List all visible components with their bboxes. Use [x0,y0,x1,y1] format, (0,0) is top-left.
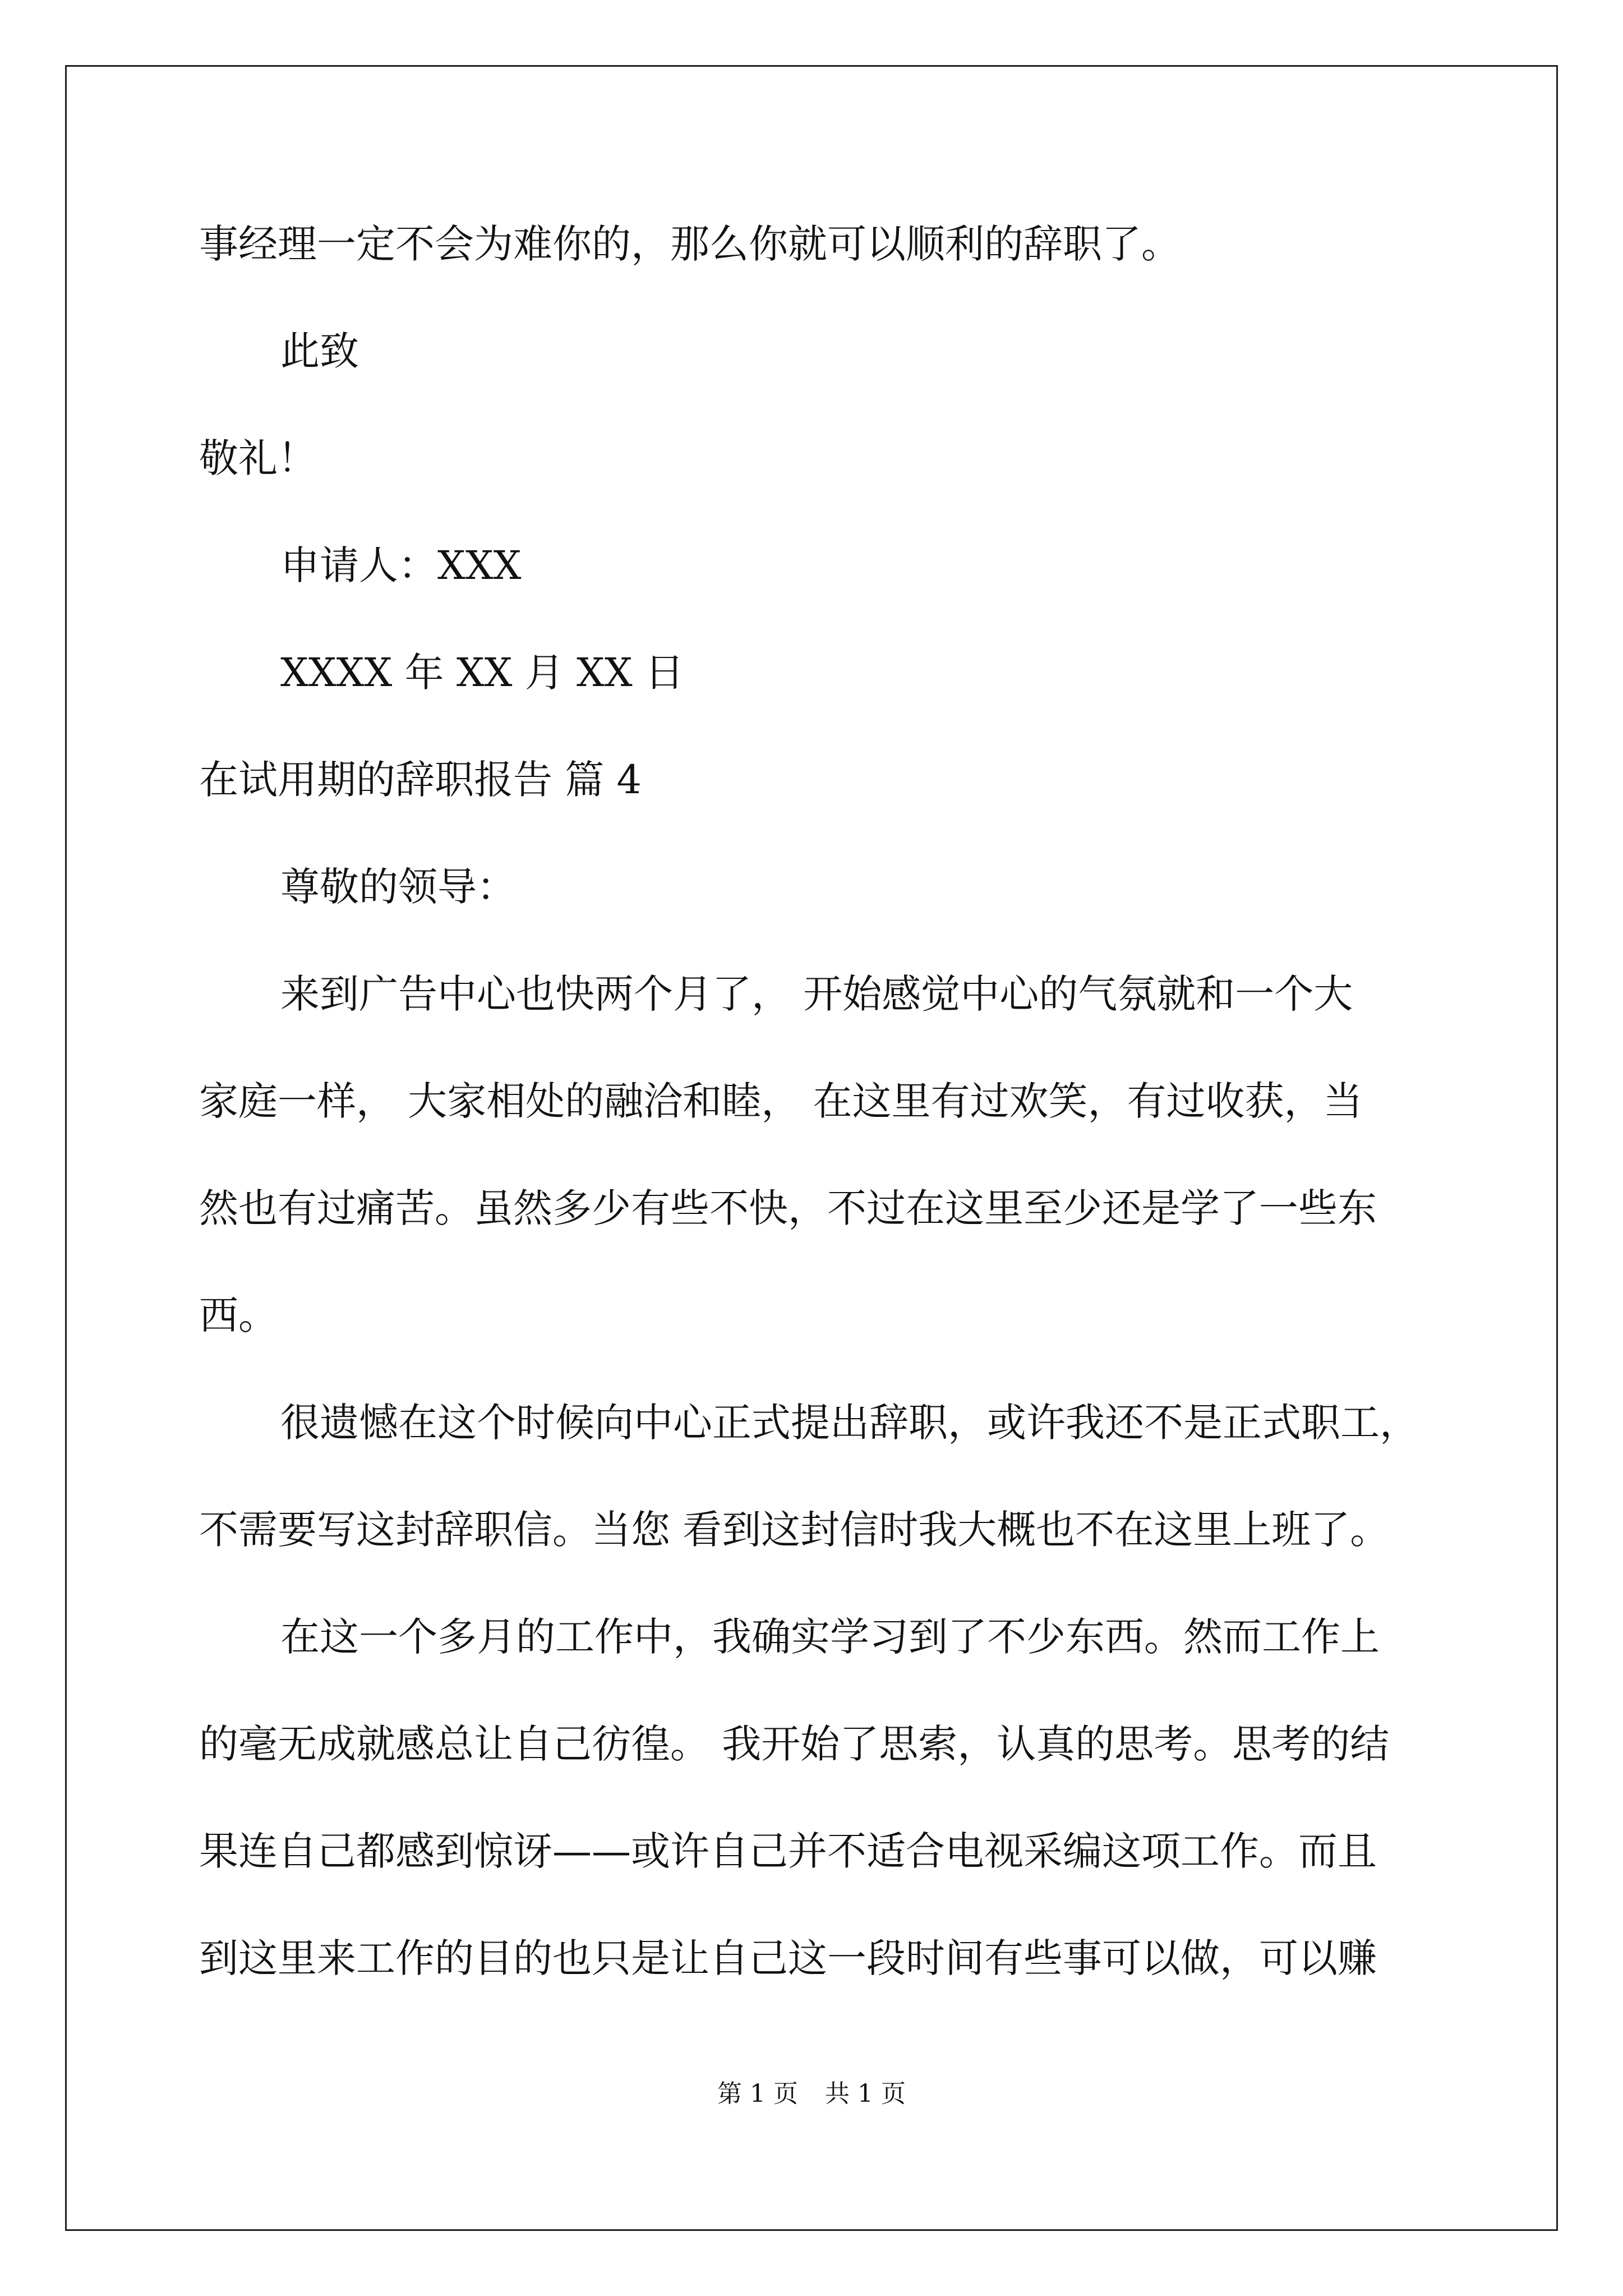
page-footer [0,2078,1623,2110]
paragraph-line: 家庭一样， 大家相处的融洽和睦， 在这里有过欢笑，有过收获，当 [199,1078,1363,1124]
date-line: XXXX 年 XX 月 XX 日 [280,650,684,696]
letter-salutation: 尊敬的领导： [280,864,516,910]
closing-respect: 敬礼！ [199,435,317,481]
paragraph-line: 很遗憾在这个时候向中心正式提出辞职，或许我还不是正式职工， [280,1400,1419,1446]
page-number: 第 1 页 [717,2079,798,2108]
paragraph-line: 西。 [199,1292,278,1338]
paragraph-line: 不需要写这封辞职信。当您 看到这封信时我大概也不在这里上班了。 [199,1507,1390,1553]
paragraph-line: 然也有过痛苦。虽然多少有些不快，不过在这里至少还是学了一些东 [199,1185,1377,1231]
paragraph-line: 在这一个多月的工作中，我确实学习到了不少东西。然而工作上 [280,1614,1380,1660]
paragraph-line: 的毫无成就感总让自己彷徨。 我开始了思索，认真的思考。思考的结 [199,1721,1390,1767]
applicant-line: 申请人：XXX [280,542,522,588]
page-total: 共 1 页 [825,2079,906,2108]
paragraph-line: 事经理一定不会为难你的，那么你就可以顺利的辞职了。 [199,221,1181,267]
paragraph-line: 到这里来工作的目的也只是让自己这一段时间有些事可以做，可以赚 [199,1935,1377,1981]
paragraph-line: 来到广告中心也快两个月了， 开始感觉中心的气氛就和一个大 [280,971,1353,1017]
section-heading: 在试用期的辞职报告 篇 4 [199,757,642,803]
paragraph-line: 果连自己都感到惊讶——或许自己并不适合电视采编这项工作。而且 [199,1828,1377,1874]
closing-salutation: 此致 [280,328,359,374]
document-body [199,219,1441,2040]
